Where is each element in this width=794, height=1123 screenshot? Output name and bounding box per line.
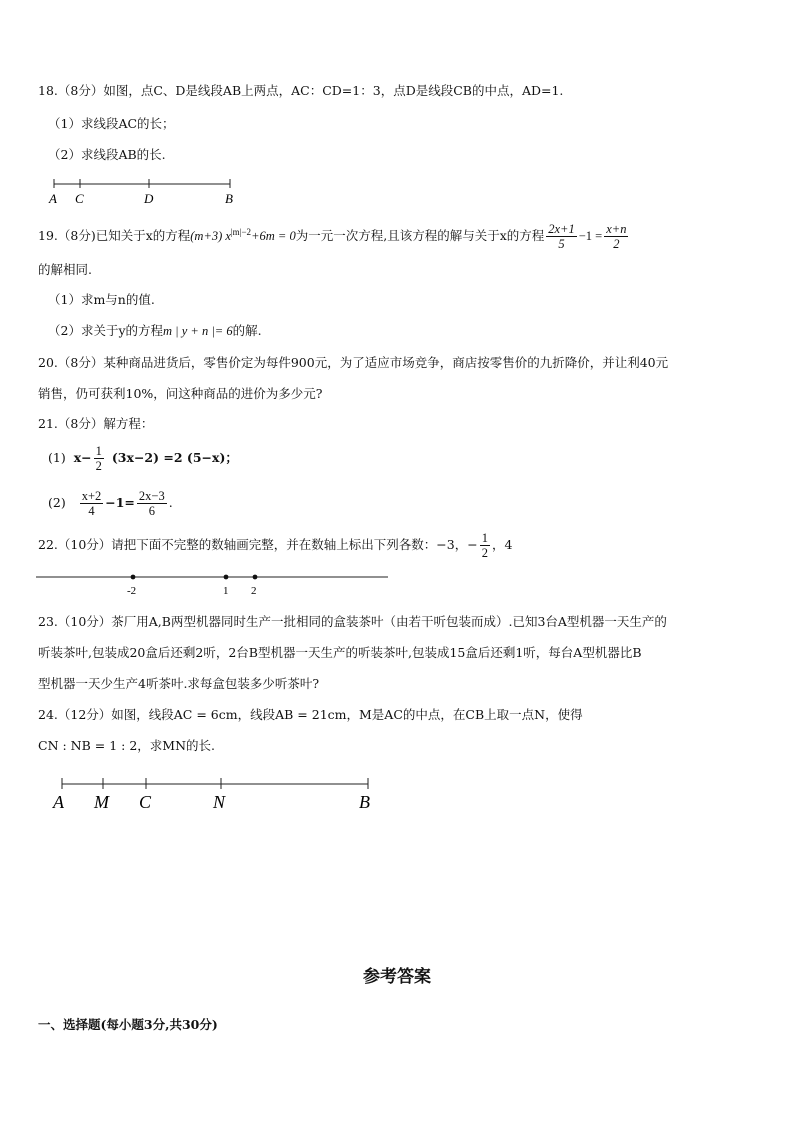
q24-label-c: C	[139, 792, 152, 812]
q24-segment-figure	[50, 772, 380, 816]
q21-part2-frac1	[80, 489, 104, 518]
q21-part2-frac2	[137, 489, 167, 518]
q19-stem-a: 19.（8分)已知关于x的方程	[38, 228, 191, 244]
q21-stem: 21.（8分）解方程：	[38, 416, 154, 431]
q23-line2: 听装茶叶,包装成20盒后还剩2听，2台B型机器一天生产的听装茶叶,包装成15盒后还剩1听，每台A型机器比B	[38, 645, 642, 660]
q21-part2-frac2-num: 2x−3	[138, 489, 165, 503]
answers-section-1: 一、选择题(每小题3分,共30分)	[38, 1017, 218, 1032]
q22-label-1: 1	[223, 585, 229, 597]
q19-eq2-frac2	[604, 222, 628, 251]
q23-line1: 23.（10分）茶厂用A,B两型机器同时生产一批相同的盒装茶叶（由若干听包装而成）.已知3台A型机器一天生产的	[38, 614, 667, 629]
q21-part1	[48, 442, 238, 474]
q19-eq1-lhs: (m+3)	[190, 229, 223, 244]
q22-number-line	[36, 568, 396, 600]
q18-segment-figure	[40, 174, 250, 208]
q24-label-b: B	[359, 792, 370, 812]
q20-line1: 20.（8分）某种商品进货后，零售价定为每件900元，为了适应市场竞争，商店按零售价的九折降价，并让利40元	[38, 355, 669, 370]
q19-part2-eq: m | y + n |= 6	[163, 324, 233, 338]
q18-part1: （1）求线段AC的长；	[48, 116, 175, 131]
q21-part2	[48, 486, 173, 520]
q19-eq2-frac2-den: 2	[613, 237, 620, 252]
q22-label-neg2: -2	[127, 585, 137, 597]
q18-label-a: A	[49, 191, 57, 206]
q18-label-d: D	[144, 191, 154, 206]
q22-label-2: 2	[251, 585, 257, 597]
q19-part2	[48, 323, 262, 339]
answers-heading: 参考答案	[363, 967, 431, 987]
q24-line2: CN : NB = 1 : 2，求MN的长.	[38, 738, 215, 753]
q19-part2-b: 的解.	[232, 323, 262, 338]
q22-stem-a: 22.（10分）请把下面不完整的数轴画完整，并在数轴上标出下列各数：−3，−	[38, 537, 478, 552]
q21-part1-frac	[94, 444, 104, 473]
q21-part1-b: (3x−2) =2 (5−x)；	[111, 450, 238, 465]
q24-line1: 24.（12分）如图，线段AC = 6cm，线段AB = 21cm，M是AC的中点，在CB上取一点N，使得	[38, 707, 583, 722]
q21-part2-mid: −1=	[105, 495, 135, 510]
q19-eq2-frac1-den: 5	[558, 237, 565, 252]
q19-stem-b: 为一元一次方程,且该方程的解与关于x的方程	[295, 228, 545, 244]
q21-part2-frac1-den: 4	[88, 504, 95, 518]
q21-part2-end: .	[168, 495, 173, 510]
q19-eq2-frac1	[546, 222, 576, 251]
q21-part1-frac-den: 2	[95, 459, 102, 473]
q21-part1-label: (1)	[48, 450, 66, 465]
q19-eq2-frac2-num: x+n	[606, 222, 627, 237]
q22-frac	[480, 531, 490, 560]
q24-label-n: N	[213, 792, 226, 812]
q19-part2-a: （2）求关于y的方程	[48, 323, 164, 338]
q19-eq1-exp: |m|−2	[230, 227, 252, 237]
q21-part1-frac-num: 1	[95, 444, 102, 458]
q22-stem	[38, 529, 512, 561]
q21-part1-a: x−	[73, 450, 92, 465]
q24-label-m: M	[94, 792, 109, 812]
q20-line2: 销售，仍可获利10%，问这种商品的进价为多少元?	[38, 386, 323, 401]
q18-stem: 18.（8分）如图，点C、D是线段AB上两点，AC：CD=1：3，点D是线段CB的中点，AD=1.	[38, 83, 564, 98]
q23-line3: 型机器一天少生产4听茶叶.求每盒包装多少听茶叶?	[38, 676, 320, 691]
q21-part2-frac1-num: x+2	[81, 489, 102, 503]
q22-frac-den: 2	[481, 546, 488, 560]
q19-eq1-rhs: +6m = 0	[251, 229, 296, 244]
q19-part1: （1）求m与n的值.	[48, 292, 155, 307]
q19-stem	[38, 216, 630, 252]
q19-eq2-frac1-num: 2x+1	[548, 222, 575, 237]
q21-part2-label: (2)	[48, 495, 66, 510]
q18-part2: （2）求线段AB的长.	[48, 147, 166, 162]
q24-label-a: A	[53, 792, 64, 812]
q19-eq1	[190, 229, 295, 243]
q19-eq2-mid: −1 =	[578, 229, 603, 244]
q18-label-b: B	[225, 191, 233, 206]
q19-eq1-base: x	[225, 229, 231, 244]
q21-part2-frac2-den: 6	[148, 504, 155, 518]
q19-stem-c: 的解相同.	[38, 262, 92, 277]
q22-frac-num: 1	[481, 531, 488, 545]
q18-label-c: C	[75, 191, 84, 206]
q22-stem-b: ，4	[491, 537, 513, 552]
